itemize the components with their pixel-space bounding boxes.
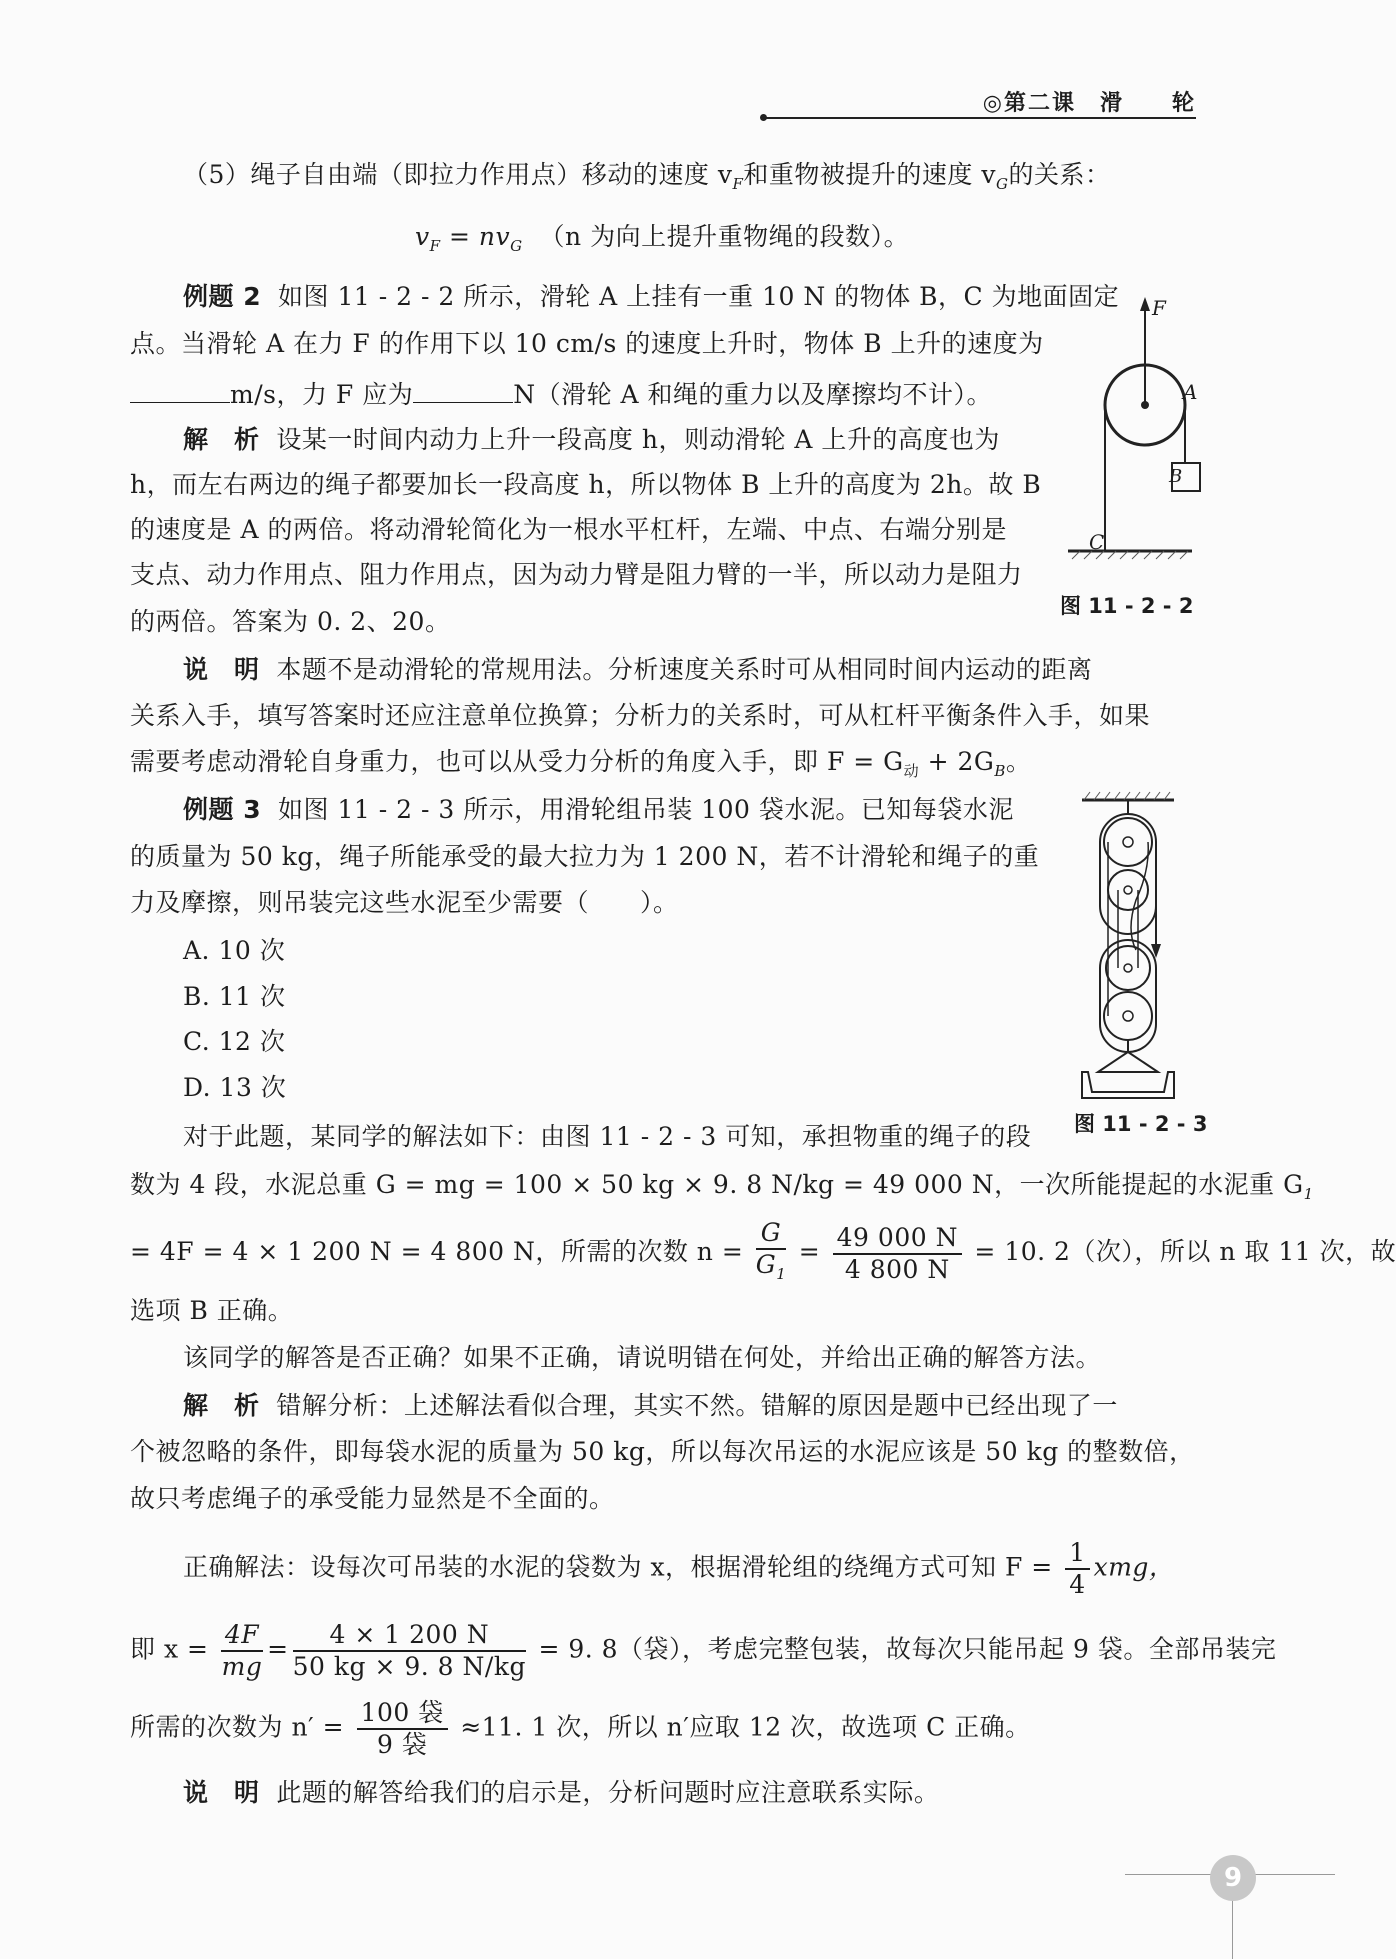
moving-pulley-1 (1106, 946, 1150, 990)
example-2-line-1 (183, 282, 1119, 312)
note-2-line-2: 关系入手，填写答案时还应注意单位换算；分析力的关系时，可从杠杆平衡条件入手，如果 (130, 701, 1151, 730)
fraction-49000-numerator: 49 000 N (833, 1223, 962, 1255)
fraction-g-denominator (756, 1250, 787, 1289)
figure-11-2-2 (1060, 295, 1220, 565)
formula-v: v (415, 222, 430, 251)
student-solution-line-4: 选项 B 正确。 (130, 1296, 294, 1325)
analysis-2-line-2: h，而左右两边的绳子都要加长一段高度 h，所以物体 B 上升的高度为 2h。故 B (130, 470, 1042, 499)
header-rule (763, 117, 1196, 119)
example-3-line-1 (183, 795, 1014, 825)
fixed-pulley-1 (1104, 818, 1152, 866)
answer-blank-2[interactable] (413, 376, 513, 403)
velocity-formula (415, 222, 909, 261)
analysis-2-line-3: 的速度是 A 的两倍。将动滑轮简化为一根水平杠杆，左端、中点、右端分别是 (130, 515, 1007, 544)
formula-sub-g: G (510, 237, 523, 255)
fraction-g-numerator: G (756, 1218, 787, 1250)
student-solution-line-1: 对于此题，某同学的解法如下：由图 11 - 2 - 3 可知，承担物重的绳子的段 (183, 1122, 1032, 1151)
note-3-label: 说 明 (183, 1778, 260, 1807)
answer-blank-1[interactable] (130, 376, 230, 403)
item-5-text-b: 和重物被提升的速度 v (743, 160, 996, 189)
correct-solution-text-3a: 所需的次数为 n′ = (130, 1712, 345, 1742)
student-solution-text-3a: = 4F = 4 × 1 200 N = 4 800 N，所需的次数 n = (130, 1237, 744, 1266)
example-2-text-3b: N（滑轮 A 和绳的重力以及摩擦均不计）。 (513, 380, 993, 409)
analysis-2-text-1: 设某一时间内动力上升一段高度 h，则动滑轮 A 上升的高度也为 (276, 425, 1000, 454)
analysis-2-line-4: 支点、动力作用点、阻力作用点，因为动力臂是阻力臂的一半，所以动力是阻力 (130, 560, 1023, 589)
fraction-mg-denominator: mg (221, 1652, 263, 1681)
equals-sign: = (798, 1237, 821, 1266)
item-5-text-c: 的关系： (1008, 160, 1111, 189)
fraction-one-quarter (1065, 1538, 1089, 1600)
analysis-3-line-1 (183, 1391, 1118, 1421)
moving-pulley-2 (1104, 992, 1152, 1040)
correct-solution-line-2: 即 x = $\frac{4F}{mg}$ = $\frac{4 \times 1 200 N}{50 kg \times 9. 8 N/kg}$ = 9. 8（袋），考虑完整包装，故每次只能吊起 9 袋。全部吊装完 (130, 1620, 1277, 1681)
note-2-label: 说 明 (183, 655, 260, 684)
analysis-2-line-5: 的两倍。答案为 0. 2、20。 (130, 607, 451, 636)
fraction-4f-over-mg (221, 1620, 263, 1682)
fraction-100-over-9-bags (357, 1698, 448, 1760)
analysis-3-line-2: 个被忽略的条件，即每袋水泥的质量为 50 kg，所以每次吊运的水泥应该是 50 kg 的整数倍， (130, 1437, 1195, 1466)
fig2-label-a: A (1183, 380, 1198, 404)
fraction-100-bags-numerator: 100 袋 (357, 1698, 448, 1730)
item-5-sub-f: F (732, 175, 744, 193)
correct-solution-text-1b: xmg， (1093, 1552, 1175, 1582)
formula-nv: = nv (440, 222, 511, 251)
figure-11-2-3-caption: 图 11 - 2 - 3 (1074, 1112, 1208, 1136)
page-number: 9 (1210, 1855, 1256, 1901)
student-solution-text-2: 数为 4 段，水泥总重 G = mg = 100 × 50 kg × 9. 8 N/kg = 49 000 N，一次所能提起的水泥重 G (130, 1170, 1304, 1199)
student-solution-line-3 (130, 1218, 1396, 1289)
example-2-label: 例题 2 (183, 282, 262, 311)
figure-11-2-3 (1078, 790, 1178, 1080)
fraction-4f-numerator: 4F (221, 1620, 263, 1652)
fraction-49000-over-4800 (833, 1223, 962, 1285)
note-2-text-3b: + 2G (919, 747, 995, 776)
note-2-line-1 (183, 655, 1092, 685)
force-arrow-head (1140, 297, 1150, 311)
note-2-text-3a: 需要考虑动滑轮自身重力，也可以从受力分析的角度入手，即 F = G (130, 747, 904, 776)
item-5-line (183, 160, 1110, 199)
fraction-4x1200-numerator: 4 × 1 200 N (293, 1620, 526, 1652)
correct-solution-line-3 (130, 1698, 1031, 1760)
student-solution-text-3b: = 10. 2（次），所以 n 取 11 次，故 (974, 1237, 1396, 1266)
fixed-pulley-2 (1108, 870, 1148, 910)
analysis-3-text-1: 错解分析：上述解法看似合理，其实不然。错解的原因是题中已经出现了一 (276, 1391, 1118, 1420)
fig2-label-c: C (1089, 530, 1105, 554)
note-2-line-3 (130, 747, 1031, 786)
note-2-text-1: 本题不是动滑轮的常规用法。分析速度关系时可从相同时间内运动的距离 (276, 655, 1093, 684)
analysis-2-label: 解 析 (183, 425, 260, 454)
formula-note: （n 为向上提升重物绳的段数）。 (539, 222, 910, 251)
fraction-g-den-text: G (755, 1250, 777, 1279)
question-line: 该同学的解答是否正确？如果不正确，请说明错在何处，并给出正确的解答方法。 (183, 1343, 1102, 1372)
correct-solution-text-3b: ≈11. 1 次，所以 n′应取 12 次，故选项 C 正确。 (460, 1712, 1031, 1742)
example-3-line-3: 力及摩擦，则吊装完这些水泥至少需要（ ）。 (130, 888, 679, 917)
example-2-line-2: 点。当滑轮 A 在力 F 的作用下以 10 cm/s 的速度上升时，物体 B 上升的速度为 (130, 329, 1044, 358)
note-2-text-3c: 。 (1005, 747, 1032, 776)
formula-sub-f: F (429, 237, 441, 255)
cement-tray (1078, 1070, 1178, 1100)
option-b[interactable]: B. 11 次 (183, 982, 286, 1011)
example-2-text-3a: m/s，力 F 应为 (230, 380, 414, 409)
note-2-sub-b: B (994, 762, 1006, 780)
example-2-line-3 (130, 376, 992, 410)
fig2-label-b: B (1169, 466, 1183, 487)
note-2-sub-dong: 动 (903, 762, 920, 780)
fraction-g-over-g1 (756, 1218, 787, 1289)
figure-11-2-2-caption: 图 11 - 2 - 2 (1060, 594, 1194, 618)
item-5-sub-g: G (995, 175, 1009, 193)
example-3-text-1: 如图 11 - 2 - 3 所示，用滑轮组吊装 100 袋水泥。已知每袋水泥 (278, 795, 1014, 824)
item-5-text-a: （5）绳子自由端（即拉力作用点）移动的速度 v (183, 160, 733, 189)
pulley-a-axle (1141, 401, 1149, 409)
correct-solution-line-1 (183, 1538, 1174, 1600)
note-3-line (183, 1778, 939, 1808)
correct-solution-text-1a: 正确解法：设每次可吊装的水泥的袋数为 x，根据滑轮组的绕绳方式可知 F = (183, 1552, 1053, 1582)
student-solution-line-2 (130, 1170, 1314, 1209)
example-3-line-2: 的质量为 50 kg，绳子所能承受的最大拉力为 1 200 N，若不计滑轮和绳子的重 (130, 842, 1040, 871)
example-3-label: 例题 3 (183, 795, 262, 824)
student-solution-sub-1: 1 (1303, 1185, 1314, 1203)
fraction-4-denominator: 4 (1069, 1570, 1086, 1599)
fraction-50x98-denominator: 50 kg × 9. 8 N/kg (292, 1652, 526, 1681)
option-a[interactable]: A. 10 次 (183, 936, 286, 965)
note-3-text: 此题的解答给我们的启示是，分析问题时应注意联系实际。 (276, 1778, 940, 1807)
analysis-3-label: 解 析 (183, 1391, 260, 1420)
analysis-2-line-1 (183, 425, 1000, 455)
example-2-text-1: 如图 11 - 2 - 2 所示，滑轮 A 上挂有一重 10 N 的物体 B，C 为地面固定 (278, 282, 1120, 311)
option-c[interactable]: C. 12 次 (183, 1027, 286, 1056)
fraction-9-bags-denominator: 9 袋 (376, 1730, 428, 1759)
fraction-1-numerator: 1 (1065, 1538, 1089, 1570)
analysis-3-line-3: 故只考虑绳子的承受能力显然是不全面的。 (130, 1484, 615, 1513)
hook-lines (1098, 1040, 1158, 1072)
fraction-4800-over-490 (293, 1620, 526, 1682)
chapter-header: ◎第二课 滑 轮 (982, 91, 1196, 116)
option-d[interactable]: D. 13 次 (183, 1073, 287, 1102)
fraction-g-den-sub: 1 (776, 1265, 787, 1283)
correct-solution-text-2a: 即 x = (130, 1634, 209, 1664)
fig2-label-f: F (1152, 296, 1166, 320)
correct-solution-text-2b: = 9. 8（袋），考虑完整包装，故每次只能吊起 9 袋。全部吊装完 (538, 1634, 1277, 1664)
fraction-4800-denominator: 4 800 N (844, 1254, 950, 1284)
